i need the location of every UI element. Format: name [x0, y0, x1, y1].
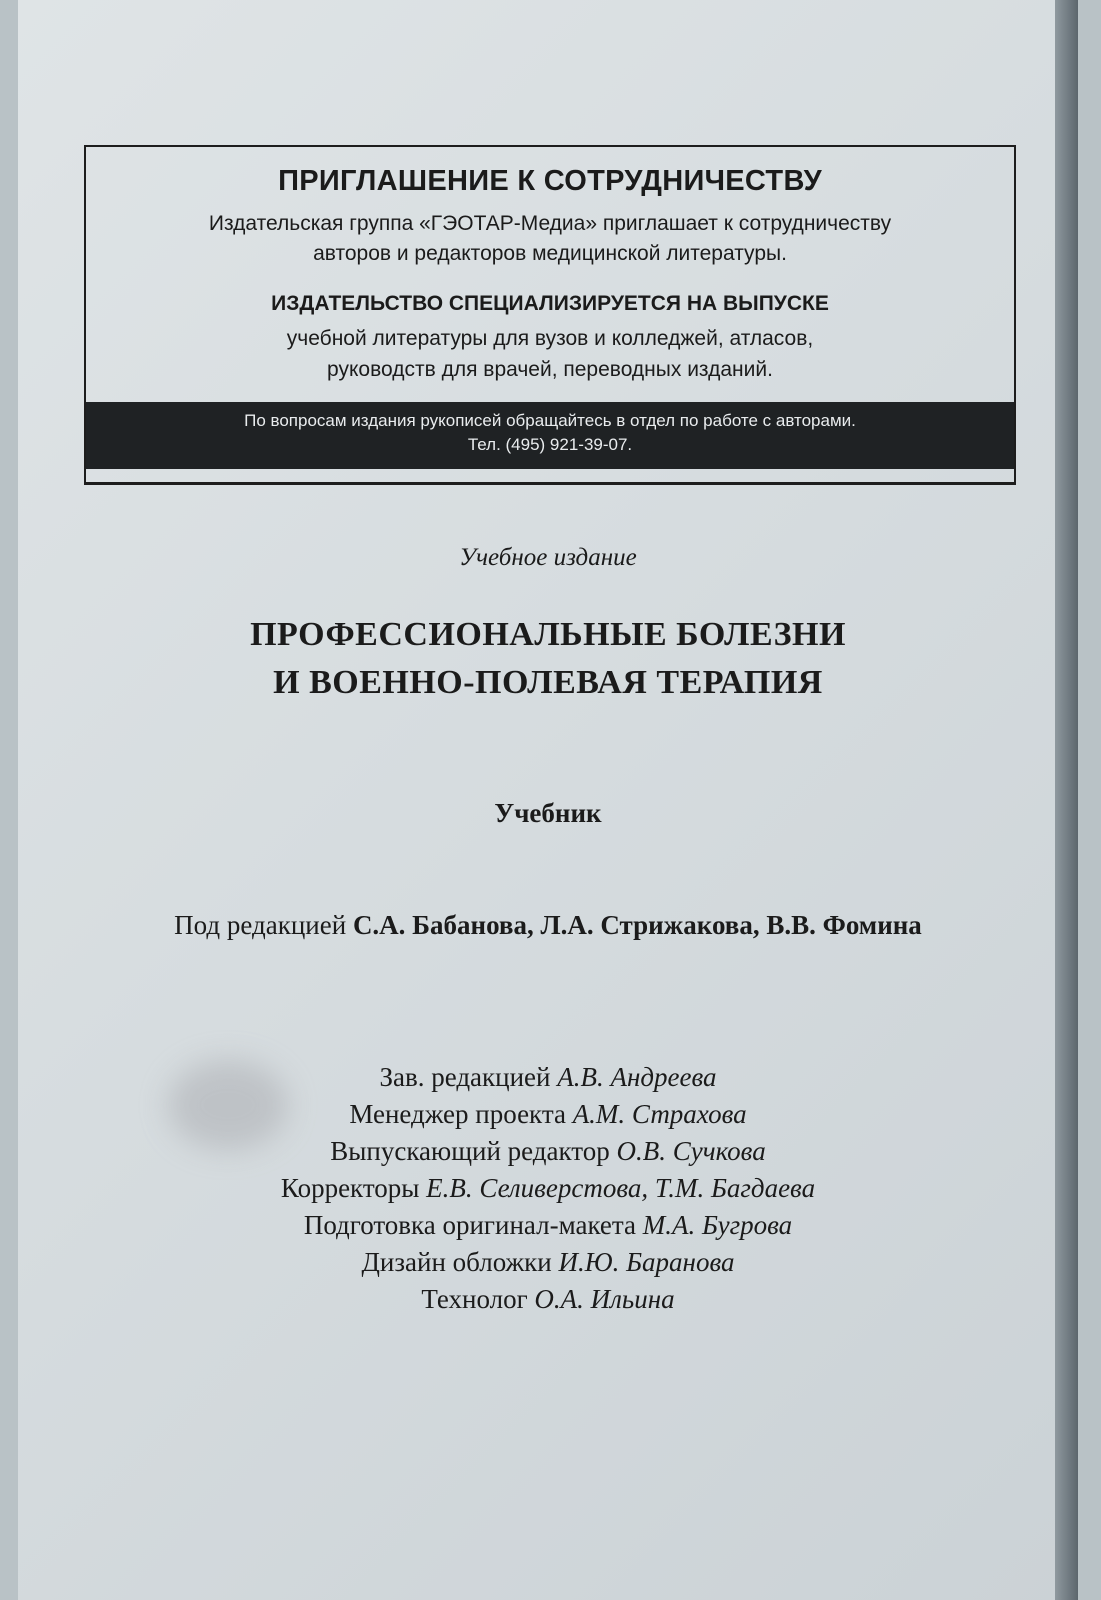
- page-edge-shadow: [1055, 0, 1078, 1600]
- credit-line: [18, 1284, 1078, 1315]
- credit-role: Корректоры: [280, 1173, 427, 1203]
- editors-names: С.А. Бабанова, Л.А. Стрижакова, В.В. Фомина: [352, 910, 922, 940]
- credit-role: Выпускающий редактор: [330, 1136, 617, 1166]
- credit-role: Дизайн обложки: [361, 1247, 559, 1277]
- credit-line: [18, 1247, 1078, 1278]
- editors-prefix: Под редакцией: [174, 910, 353, 940]
- credit-name: А.В. Андреева: [557, 1062, 717, 1092]
- contact-banner: [86, 402, 1014, 469]
- credit-name: О.В. Сучкова: [616, 1136, 766, 1166]
- invitation-line: руководств для врачей, переводных изданий.: [327, 358, 773, 381]
- credit-role: Подготовка оригинал-макета: [303, 1210, 643, 1240]
- credit-line: [18, 1173, 1078, 1204]
- credit-role: Менеджер проекта: [349, 1099, 573, 1129]
- credit-line: [18, 1210, 1078, 1241]
- invitation-line: авторов и редакторов медицинской литературы.: [313, 242, 787, 265]
- credit-name: Е.В. Селиверстова, Т.М. Багдаева: [426, 1173, 816, 1203]
- invitation-subtitle: ИЗДАТЕЛЬСТВО СПЕЦИАЛИЗИРУЕТСЯ НА ВЫПУСКЕ: [271, 292, 829, 315]
- invitation-title: ПРИГЛАШЕНИЕ К СОТРУДНИЧЕСТВУ: [278, 165, 822, 197]
- credit-line: [18, 1136, 1078, 1167]
- credit-name: И.Ю. Баранова: [558, 1247, 735, 1277]
- invitation-line: Издательская группа «ГЭОТАР-Медиа» приглашает к сотрудничеству: [208, 212, 892, 235]
- book-title-line: И ВОЕННО-ПОЛЕВАЯ ТЕРАПИЯ: [273, 664, 823, 701]
- editors-line: [18, 910, 1078, 941]
- credit-name: А.М. Страхова: [572, 1099, 747, 1129]
- page-smudge: [168, 1060, 288, 1150]
- credit-role: Технолог: [421, 1284, 535, 1314]
- book-page: [18, 0, 1078, 1600]
- credit-name: М.А. Бугрова: [642, 1210, 793, 1240]
- credit-role: Зав. редакцией: [379, 1062, 558, 1092]
- invitation-line: учебной литературы для вузов и колледжей, атласов,: [286, 327, 814, 350]
- contact-text: По вопросам издания рукописей обращайтесь в отдел по работе с авторами.: [244, 411, 856, 430]
- invitation-box: [84, 145, 1016, 485]
- edition-type: Учебное издание: [459, 544, 637, 571]
- book-genre: Учебник: [494, 798, 602, 828]
- book-title-line: ПРОФЕССИОНАЛЬНЫЕ БОЛЕЗНИ: [250, 616, 846, 653]
- credit-name: О.А. Ильина: [534, 1284, 675, 1314]
- contact-phone: Тел. (495) 921-39-07.: [467, 435, 633, 454]
